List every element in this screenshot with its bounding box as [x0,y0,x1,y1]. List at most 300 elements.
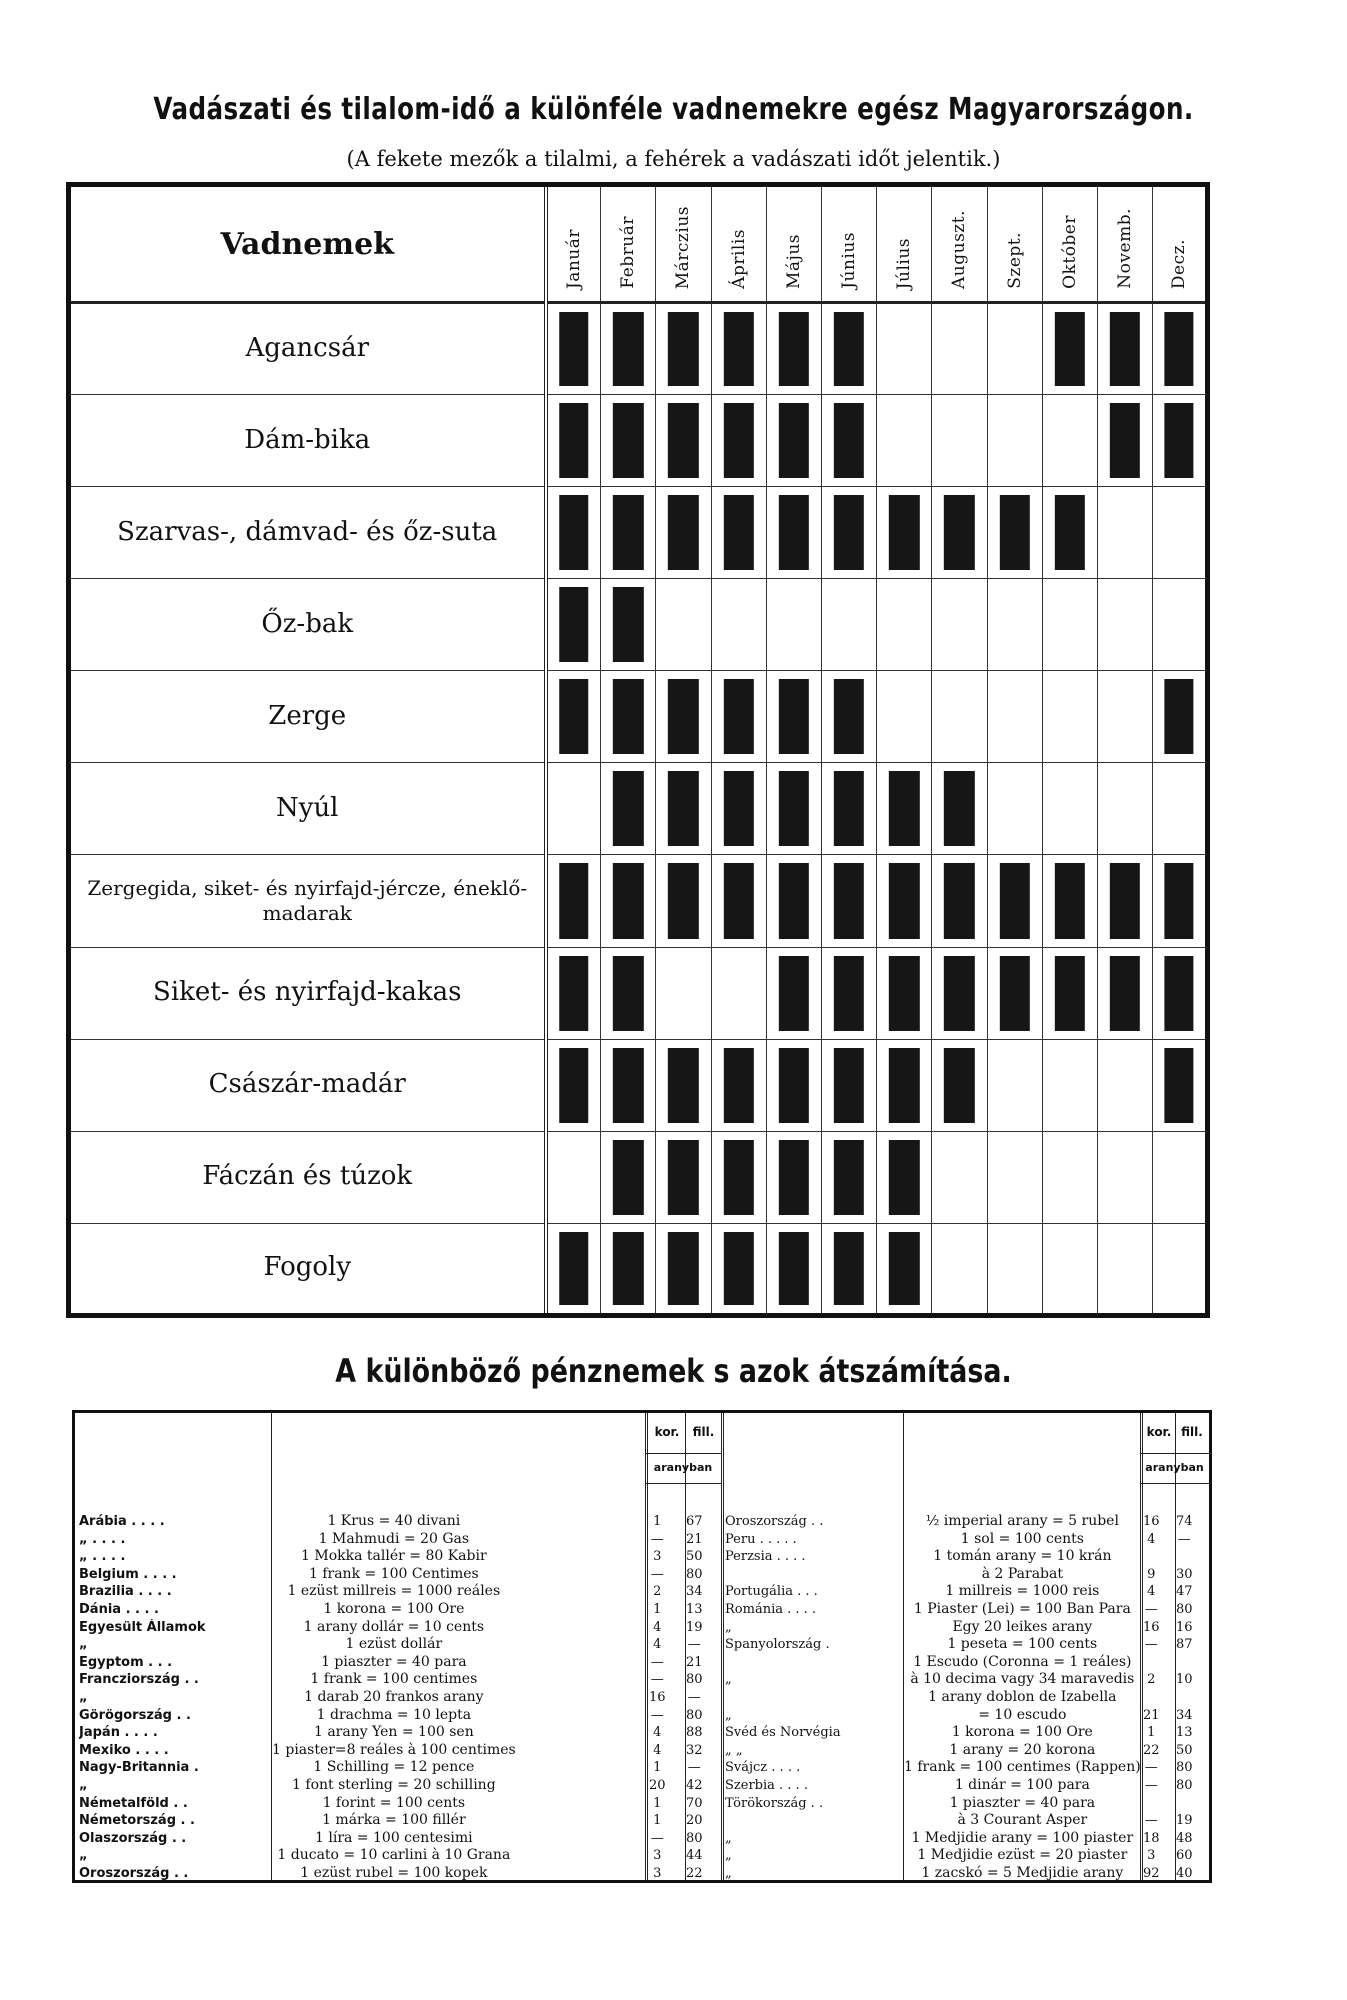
closed-season-cell [1153,1039,1208,1131]
currency-kor-cell: 4 [653,1742,662,1758]
species-row [69,487,1208,579]
open-season-cell [877,303,932,395]
closed-season-mark [559,956,589,1031]
open-season-cell [711,579,766,671]
open-season-cell [987,303,1042,395]
closed-season-cell [546,1223,601,1315]
month-label: Szept. [1004,232,1025,289]
currency-country-cell: Svéd és Norvégia [725,1725,841,1741]
closed-season-cell [877,1131,932,1223]
open-season-cell [987,579,1042,671]
currency-fill-cell: 50 [686,1549,703,1565]
month-header [601,185,656,303]
closed-season-cell [711,1223,766,1315]
currency-country-cell: „ . . . . [79,1549,126,1565]
open-season-cell [932,1223,987,1315]
currency-desc-cell: 1 ducato = 10 carlini à 10 Grana [277,1847,511,1864]
currency-country-cell: Törökország . . [725,1795,824,1811]
species-name: Zergegida, siket- és nyirfajd-jércze, éneklő-madarak [69,855,546,947]
open-season-cell [1153,1223,1208,1315]
closed-season-mark [779,771,809,846]
currency-desc-cell: 1 tomán arany = 10 krán [933,1548,1112,1565]
currency-country-cell: „ . . . . [79,1531,126,1547]
closed-season-mark [668,1140,698,1215]
currency-fill-cell: 80 [686,1707,703,1723]
closed-season-mark [613,863,643,938]
currency-fill-cell: 60 [1176,1848,1193,1864]
currency-kor-cell: 1 [653,1760,662,1776]
currency-fill-cell: 80 [1176,1601,1193,1617]
closed-season-mark [559,312,589,386]
closed-season-mark [944,495,974,570]
month-label: Márczius [673,205,694,289]
closed-season-cell [546,947,601,1039]
currency-fill-cell: 80 [686,1566,703,1582]
closed-season-mark [779,495,809,570]
closed-season-cell [601,763,656,855]
currency-fill-cell: — [687,1637,701,1653]
species-row [69,855,1208,947]
closed-season-cell [546,395,601,487]
closed-season-cell [711,671,766,763]
right-description-column [904,1413,1172,1880]
species-name: Zerge [69,671,546,763]
species-row [69,303,1208,395]
closed-season-mark [559,1048,589,1123]
closed-season-mark [613,771,643,846]
closed-season-mark [613,1232,643,1305]
currency-country-cell: Egyptom . . . [79,1654,173,1670]
month-label: Május [783,234,804,289]
currency-fill-cell: 47 [1176,1584,1193,1600]
closed-season-mark [944,956,974,1031]
month-header [821,185,876,303]
left-kor-header: kor. [654,1425,680,1439]
closed-season-mark [1165,403,1194,478]
closed-season-cell [711,763,766,855]
currency-country-cell: Perzsia . . . . [725,1549,806,1565]
closed-season-cell [601,1131,656,1223]
closed-season-mark [944,863,974,938]
closed-season-cell [932,1039,987,1131]
open-season-cell [987,395,1042,487]
closed-season-cell [711,1131,766,1223]
closed-season-cell [1153,671,1208,763]
open-season-cell [987,1131,1042,1223]
closed-season-mark [559,679,589,754]
closed-season-mark [834,1140,864,1215]
currency-kor-cell: 3 [1147,1848,1156,1864]
closed-season-mark [779,1048,809,1123]
right-aranyban-header: aranyban [1145,1461,1204,1474]
open-season-cell [987,1223,1042,1315]
currency-desc-cell: 1 Piaster (Lei) = 100 Ban Para [913,1600,1131,1617]
closed-season-mark [723,1048,753,1123]
closed-season-mark [613,1048,643,1123]
closed-season-cell [656,855,711,947]
currency-kor-cell: — [1144,1813,1158,1829]
closed-season-mark [889,495,919,570]
currency-country-cell: Arábia . . . . [79,1514,165,1529]
month-label: Novemb. [1114,208,1135,289]
currency-desc-cell: Egy 20 leikes arany [952,1618,1093,1635]
closed-season-mark [668,495,698,570]
closed-season-cell [656,303,711,395]
currency-kor-cell [1143,1795,1160,1813]
closed-season-cell [656,671,711,763]
currency-fill-cell: — [687,1689,701,1705]
closed-season-mark [1165,956,1194,1031]
currency-country-cell: Svájcz . . . . [725,1760,801,1776]
closed-season-mark [1110,312,1140,386]
currency-fill-cell: 34 [1176,1707,1193,1723]
closed-season-cell [656,1039,711,1131]
open-season-cell [656,947,711,1039]
currency-fill-cell: 13 [686,1601,703,1617]
currency-desc-cell: 1 korona = 100 Ore [323,1600,465,1617]
currency-country-cell: „ [79,1689,88,1705]
currency-desc-cell: 1 arany Yen = 100 sen [313,1724,474,1741]
currency-kor-cell: — [1144,1601,1158,1617]
currency-country-cell: Olaszország . . [79,1830,187,1846]
currency-fill-cell: 88 [686,1725,703,1741]
currency-kor-cell: — [650,1707,664,1723]
currency-desc-cell: à 2 Parabat [981,1565,1063,1582]
currency-kor-cell: 2 [1147,1672,1156,1688]
closed-season-cell [1097,947,1152,1039]
right-fill-header: fill. [1181,1425,1203,1439]
closed-season-mark [834,403,864,478]
currency-country-cell: „ [79,1777,88,1793]
open-season-cell [877,395,932,487]
currency-kor-cell: — [1144,1637,1158,1653]
open-season-cell [1097,579,1152,671]
closed-season-mark [889,1048,919,1123]
closed-season-mark [834,863,864,938]
currency-country-cell: „ [725,1619,732,1635]
species-name: Dám-bika [69,395,546,487]
currency-fill-cell: 19 [686,1619,703,1635]
species-row [69,395,1208,487]
currency-kor-cell: 3 [653,1549,662,1565]
currency-country-cell [725,1566,841,1584]
closed-season-mark [889,863,919,938]
month-header [1042,185,1097,303]
closed-season-mark [723,312,753,386]
closed-season-cell [601,303,656,395]
closed-season-cell [711,303,766,395]
closed-season-mark [723,403,753,478]
closed-season-cell [1153,947,1208,1039]
currency-desc-cell: 1 arany doblon de Izabella [928,1688,1117,1705]
closed-season-cell [546,1039,601,1131]
currency-fill-cell: 19 [1176,1813,1193,1829]
closed-season-cell [821,1223,876,1315]
month-label: Decz. [1169,238,1190,289]
left-aranyban-header: aranyban [653,1461,713,1474]
left-description-column [272,1413,645,1880]
page-title: Vadászati és tilalom-idő a különféle vadnemekre egész Magyarországon. [153,92,1194,127]
currency-country-cell: Oroszország . . [725,1514,824,1529]
closed-season-mark [668,403,698,478]
currency-desc-cell: 1 piaszter = 40 para [321,1653,467,1670]
closed-season-cell [821,395,876,487]
closed-season-mark [613,495,643,570]
currency-fill-cell: 34 [686,1584,703,1600]
closed-season-cell [932,947,987,1039]
closed-season-mark [779,1232,809,1305]
open-season-cell [1097,1223,1152,1315]
species-column-header: Vadnemek [69,185,546,303]
month-header [711,185,766,303]
currency-desc-cell: 1 peseta = 100 cents [947,1636,1098,1653]
currency-kor-cell [1143,1689,1160,1707]
species-name: Császár-madár [69,1039,546,1131]
closed-season-mark [723,1140,753,1215]
currency-title: A különböző pénznemek s azok átszámítása. [335,1352,1012,1390]
closed-season-cell [766,671,821,763]
closed-season-mark [723,863,753,938]
currency-fill-cell: 10 [1176,1672,1193,1688]
currency-desc-cell: 1 korona = 100 Ore [951,1724,1093,1741]
currency-kor-cell: — [650,1830,664,1846]
currency-kor-cell: — [650,1566,664,1582]
currency-kor-cell: 20 [649,1777,666,1793]
closed-season-mark [559,587,589,662]
currency-fill-cell: 74 [1176,1514,1193,1529]
closed-season-cell [877,855,932,947]
currency-country-cell: Németalföld . . [79,1795,188,1811]
closed-season-mark [1110,863,1140,938]
month-label: Auguszt. [949,210,970,289]
closed-season-cell [656,1223,711,1315]
currency-kor-cell: — [1144,1760,1158,1776]
closed-season-mark [613,403,643,478]
open-season-cell [1042,395,1097,487]
open-season-cell [1153,579,1208,671]
currency-fill-cell: 13 [1176,1725,1193,1741]
closed-season-mark [613,1140,643,1215]
currency-kor-cell: — [650,1672,664,1688]
species-row [69,763,1208,855]
closed-season-mark [944,1048,974,1123]
currency-country-cell: Belgium . . . . [79,1566,177,1582]
month-header [1097,185,1152,303]
closed-season-mark [613,312,643,386]
currency-fill-cell: 80 [686,1830,703,1846]
currency-desc-cell: à 10 decima vagy 34 maravedis [910,1671,1135,1688]
open-season-cell [766,579,821,671]
currency-country-cell: Mexiko . . . . [79,1742,169,1758]
currency-desc-cell: 1 Schilling = 12 pence [313,1759,475,1776]
currency-desc-cell: = 10 escudo [978,1706,1067,1723]
closed-season-cell [1097,303,1152,395]
species-name: Szarvas-, dámvad- és őz-suta [69,487,546,579]
closed-season-mark [613,679,643,754]
currency-fill-cell: 21 [686,1531,703,1547]
currency-country-cell: Nagy-Britannia . [79,1760,199,1776]
currency-fill-cell: 50 [1176,1742,1193,1758]
closed-season-cell [932,855,987,947]
closed-season-cell [877,1039,932,1131]
month-label: Október [1059,215,1080,289]
currency-country-cell: Németország . . [79,1813,195,1829]
currency-country-cell [725,1689,841,1707]
closed-season-cell [821,947,876,1039]
currency-desc-cell: 1 darab 20 frankos arany [304,1688,484,1705]
closed-season-cell [546,487,601,579]
currency-desc-cell: 1 Escudo (Coronna = 1 reáles) [913,1653,1132,1670]
currency-kor-cell: 3 [653,1848,662,1864]
currency-country-cell [725,1654,841,1672]
open-season-cell [1153,1131,1208,1223]
closed-season-mark [613,956,643,1031]
currency-kor-cell: 1 [653,1813,662,1829]
hunting-season-table [66,182,1210,1318]
open-season-cell [1097,1131,1152,1223]
species-name: Agancsár [69,303,546,395]
species-row [69,947,1208,1039]
currency-desc-cell: 1 frank = 100 centimes (Rappen) [904,1759,1141,1776]
currency-country-cell: „ [725,1707,732,1723]
closed-season-cell [1153,855,1208,947]
closed-season-cell [711,487,766,579]
closed-season-cell [546,855,601,947]
closed-season-cell [766,1223,821,1315]
currency-kor-cell: 92 [1143,1865,1160,1881]
currency-desc-cell: ½ imperial arany = 5 rubel [925,1513,1119,1529]
currency-country-cell: „ [725,1830,732,1846]
currency-country-cell [725,1812,841,1830]
month-label: Április [728,229,749,289]
closed-season-mark [834,956,864,1031]
closed-season-cell [821,763,876,855]
currency-fill-cell [1176,1654,1193,1672]
currency-kor-cell: 18 [1143,1830,1160,1846]
currency-fill-cell: 87 [1176,1637,1193,1653]
currency-desc-cell: 1 Mokka tallér = 80 Kabir [301,1548,487,1565]
closed-season-cell [987,487,1042,579]
currency-country-cell: „ [725,1865,732,1881]
closed-season-mark [668,863,698,938]
closed-season-cell [1042,303,1097,395]
currency-kor-cell: 22 [1143,1742,1160,1758]
currency-fill-cell: 48 [1176,1830,1193,1846]
closed-season-mark [559,403,589,478]
closed-season-cell [546,579,601,671]
open-season-cell [932,671,987,763]
closed-season-mark [723,1232,753,1305]
closed-season-mark [1055,863,1085,938]
currency-kor-cell [1143,1654,1160,1672]
closed-season-cell [821,1039,876,1131]
currency-desc-cell: 1 ezüst rubel = 100 kopek [300,1864,488,1881]
open-season-cell [1153,763,1208,855]
open-season-cell [1153,487,1208,579]
currency-fill-cell: 32 [686,1742,703,1758]
closed-season-cell [601,487,656,579]
currency-kor-cell: 4 [1147,1531,1156,1547]
species-name: Fáczán és túzok [69,1131,546,1223]
species-row [69,1131,1208,1223]
month-label: Február [618,216,639,289]
closed-season-mark [834,771,864,846]
open-season-cell [1042,579,1097,671]
currency-kor-cell: 4 [653,1619,662,1635]
currency-fill-cell: 16 [1176,1619,1193,1635]
closed-season-cell [1097,855,1152,947]
currency-kor-cell: 21 [1143,1707,1160,1723]
closed-season-mark [779,1140,809,1215]
closed-season-mark [723,679,753,754]
open-season-cell [821,579,876,671]
closed-season-mark [889,1232,919,1305]
closed-season-cell [766,1039,821,1131]
page-subtitle: (A fekete mezők a tilalmi, a fehérek a vadászati időt jelentik.) [346,147,1001,171]
open-season-cell [1042,671,1097,763]
currency-kor-cell: 16 [649,1689,666,1705]
currency-desc-cell: 1 zacskó = 5 Medjidie arany [921,1864,1124,1881]
left-country-column [79,1413,271,1880]
closed-season-mark [779,863,809,938]
currency-desc-cell: 1 Mahmudi = 20 Gas [318,1530,470,1547]
currency-desc-cell: 1 Medjidie arany = 100 piaster [911,1829,1134,1846]
closed-season-mark [1165,1048,1194,1123]
closed-season-mark [559,1232,589,1305]
closed-season-cell [656,487,711,579]
closed-season-cell [987,855,1042,947]
currency-country-cell: „ [79,1848,88,1864]
closed-season-mark [999,495,1029,570]
species-row [69,671,1208,763]
open-season-cell [546,763,601,855]
closed-season-cell [766,1131,821,1223]
currency-desc-cell: 1 arany dollár = 10 cents [303,1618,485,1635]
closed-season-cell [821,303,876,395]
closed-season-mark [1110,956,1140,1031]
closed-season-cell [601,1039,656,1131]
closed-season-cell [821,487,876,579]
closed-season-mark [1055,312,1085,386]
closed-season-cell [877,947,932,1039]
closed-season-cell [1042,487,1097,579]
closed-season-mark [668,771,698,846]
currency-desc-cell: 1 sol = 100 cents [960,1530,1084,1547]
closed-season-cell [766,303,821,395]
closed-season-cell [821,671,876,763]
currency-country-cell: „ „ [725,1742,743,1758]
open-season-cell [1042,763,1097,855]
currency-fill-cell: 70 [686,1795,703,1811]
species-name: Siket- és nyirfajd-kakas [69,947,546,1039]
closed-season-mark [999,956,1029,1031]
closed-season-mark [889,956,919,1031]
closed-season-mark [613,587,643,662]
currency-fill-cell: 67 [686,1514,703,1529]
currency-country-cell: Brazilia . . . . [79,1584,172,1600]
closed-season-mark [668,312,698,386]
closed-season-cell [766,487,821,579]
closed-season-cell [877,487,932,579]
open-season-cell [656,579,711,671]
closed-season-cell [711,855,766,947]
currency-desc-cell: 1 líra = 100 centesimi [315,1829,473,1846]
closed-season-cell [1153,395,1208,487]
closed-season-mark [1055,495,1085,570]
currency-country-cell: Peru . . . . . [725,1531,797,1547]
closed-season-cell [766,855,821,947]
currency-desc-cell: 1 millreis = 1000 reis [945,1583,1100,1600]
